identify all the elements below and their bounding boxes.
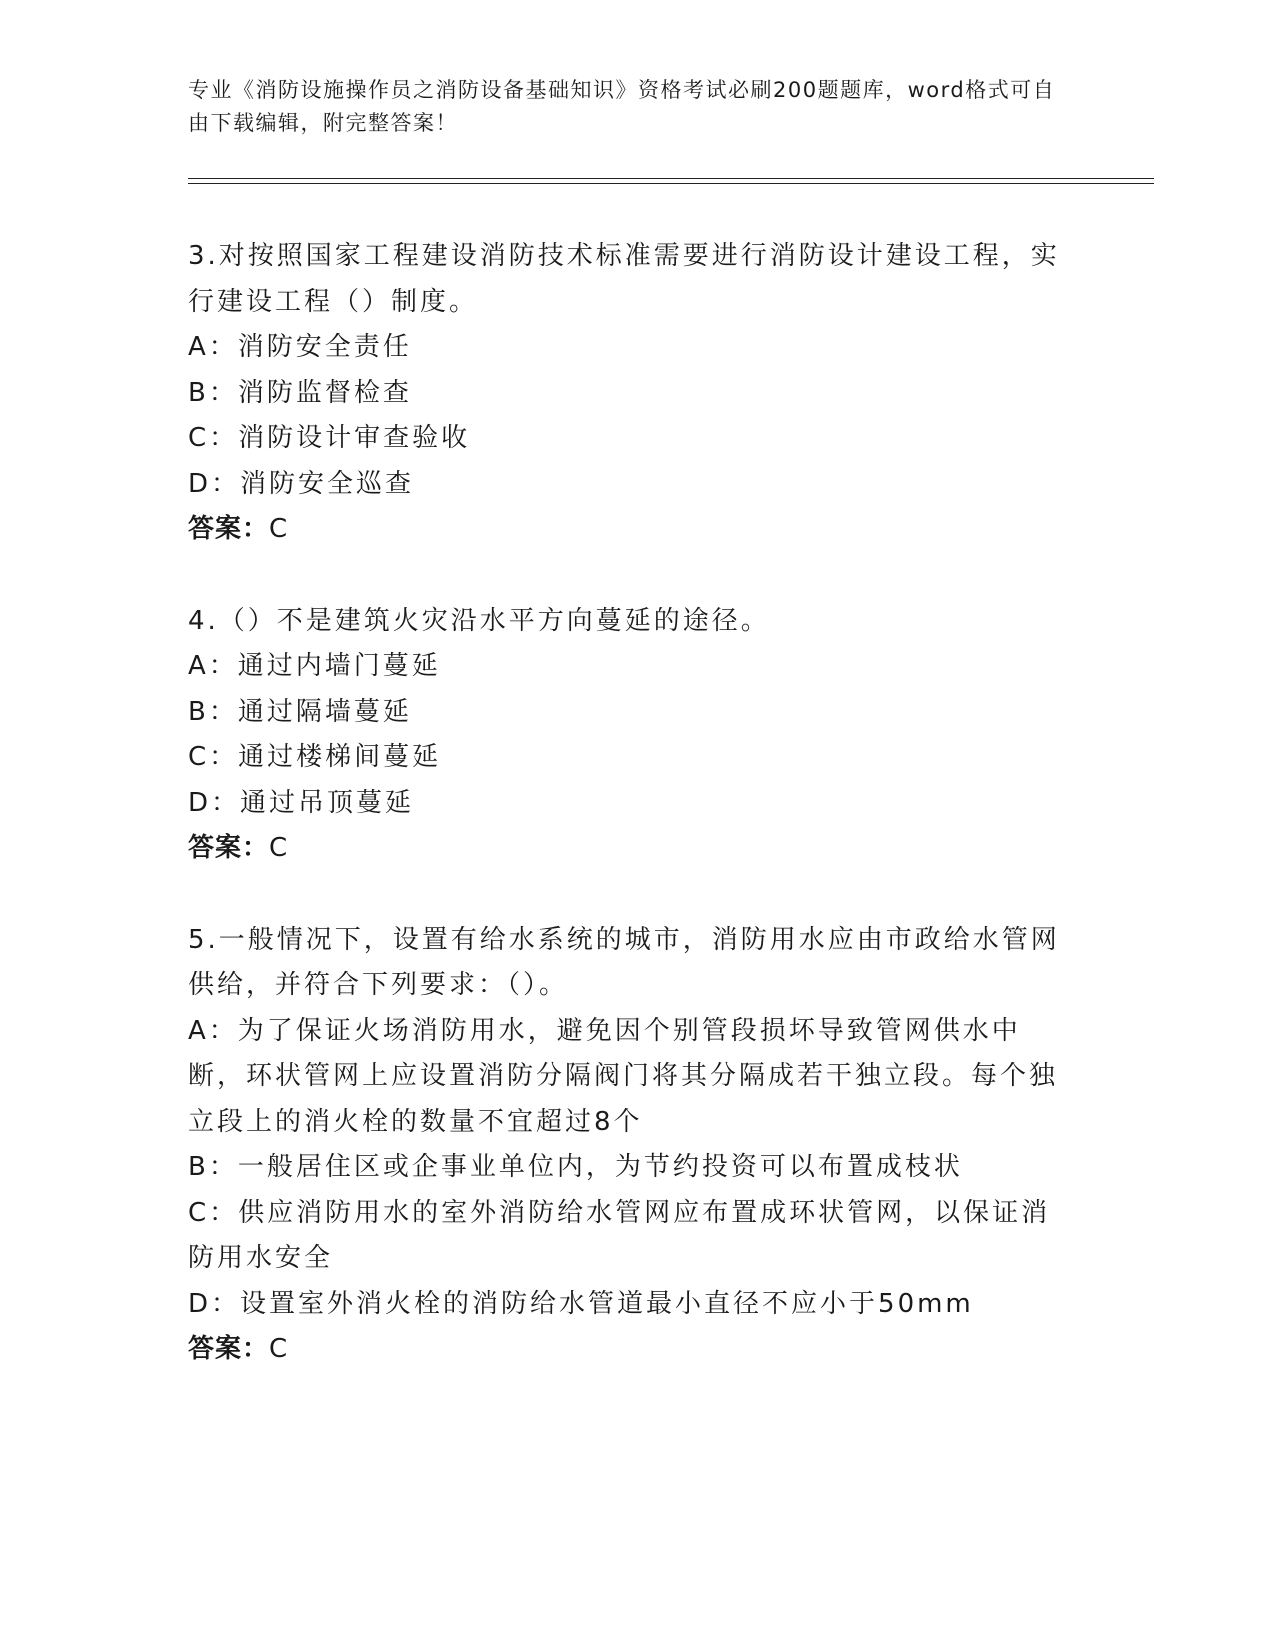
option-b: B：通过隔墙蔓延 [188, 696, 412, 727]
option-c: C：供应消防用水的室外消防给水管网应布置成环状管网，以保证消防用水安全 [188, 1197, 1051, 1273]
question-stem: 4.（）不是建筑火灾沿水平方向蔓延的途径。 [188, 605, 770, 636]
question-list [188, 234, 1078, 1419]
question-stem: 3.对按照国家工程建设消防技术标准需要进行消防设计建设工程，实行建设工程（）制度。 [188, 241, 1060, 317]
question-stem: 5.一般情况下，设置有给水系统的城市，消防用水应由市政给水管网供给，并符合下列要求：（）。 [188, 924, 1060, 1000]
header-divider-top [188, 178, 1154, 179]
answer-value: C [269, 833, 289, 863]
answer-line [188, 507, 1078, 553]
document-header [188, 74, 1068, 140]
option-b: B：消防监督检查 [188, 377, 412, 408]
header-divider-bottom [188, 183, 1154, 184]
option-d: D：设置室外消火栓的消防给水管道最小直径不应小于50mm [188, 1288, 974, 1319]
option-c: C：消防设计审查验收 [188, 423, 471, 453]
option-d: D：消防安全巡查 [188, 468, 415, 499]
answer-value: C [269, 1334, 289, 1364]
answer-line [188, 1327, 1078, 1373]
answer-value: C [269, 514, 289, 544]
question-4 [188, 599, 1078, 872]
answer-label: 答案： [188, 1334, 270, 1364]
option-c: C：通过楼梯间蔓延 [188, 742, 442, 772]
option-b: B：一般居住区或企事业单位内，为节约投资可以布置成枝状 [188, 1152, 963, 1182]
answer-label: 答案： [188, 833, 270, 863]
question-5 [188, 918, 1078, 1373]
option-a: A：为了保证火场消防用水，避免因个别管段损坏导致管网供水中断，环状管网上应设置消防分隔阀门将其分隔成若干独立段。每个独立段上的消火栓的数量不宜超过8个 [188, 1015, 1059, 1137]
answer-label: 答案： [188, 514, 270, 544]
answer-line [188, 826, 1078, 872]
option-a: A：通过内墙门蔓延 [188, 651, 441, 681]
option-a: A：消防安全责任 [188, 332, 412, 362]
option-d: D：通过吊顶蔓延 [188, 787, 415, 818]
question-3 [188, 234, 1078, 553]
header-title: 专业《消防设施操作员之消防设备基础知识》资格考试必刷200题题库，word格式可自由下载编辑，附完整答案！ [188, 78, 1056, 135]
